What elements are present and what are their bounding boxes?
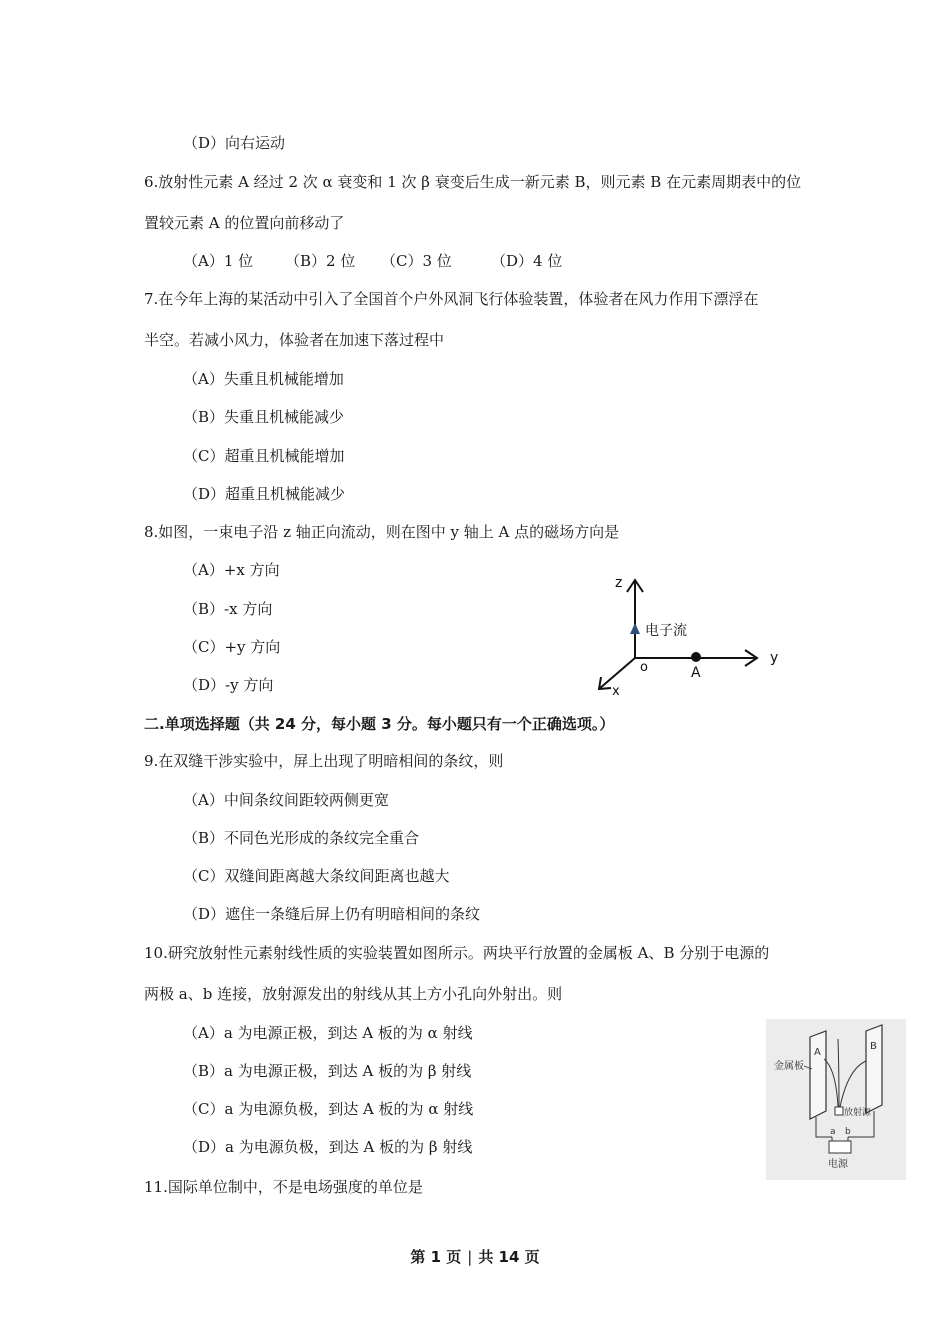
q9-option-c: （C）双缝间距离越大条纹间距离也越大	[183, 867, 450, 885]
q11-stem: 11.国际单位制中，不是电场强度的单位是	[144, 1178, 423, 1196]
plate-b-label: B	[870, 1041, 877, 1052]
q6-stem-line2: 置较元素 A 的位置向前移动了	[144, 214, 345, 232]
q10-option-c: （C）a 为电源负极，到达 A 板的为 α 射线	[183, 1100, 474, 1118]
q6-option-a: （A）1 位	[183, 252, 254, 270]
q9-stem: 9.在双缝干涉实验中，屏上出现了明暗相间的条纹，则	[144, 752, 504, 770]
q7-option-a: （A）失重且机械能增加	[183, 370, 344, 388]
q9-option-d: （D）遮住一条缝后屏上仍有明暗相间的条纹	[183, 905, 481, 923]
footer-separator: |	[467, 1248, 473, 1266]
q5-option-d: （D）向右运动	[183, 134, 286, 152]
q6-option-d: （D）4 位	[491, 252, 563, 270]
electron-flow-arrow-icon	[630, 623, 640, 634]
terminal-a-label: a	[830, 1127, 836, 1137]
q10-stem-line1: 10.研究放射性元素射线性质的实验装置如图所示。两块平行放置的金属板 A、B 分别于电源的	[144, 944, 770, 962]
q10-stem-line2: 两极 a、b 连接，放射源发出的射线从其上方小孔向外射出。则	[144, 985, 563, 1003]
q8-option-c: （C）+y 方向	[183, 638, 281, 656]
q7-option-b: （B）失重且机械能减少	[183, 408, 345, 426]
origin-label: o	[640, 660, 648, 675]
page-footer	[0, 1246, 950, 1267]
power-label: 电源	[828, 1159, 848, 1170]
q6-stem-line1: 6.放射性元素 A 经过 2 次 α 衰变和 1 次 β 衰变后生成一新元素 B，则元素 B 在元素周期表中的位	[144, 173, 802, 191]
q7-option-d: （D）超重且机械能减少	[183, 485, 346, 503]
q7-option-c: （C）超重且机械能增加	[183, 447, 345, 465]
source-label: 放射源	[844, 1108, 872, 1118]
plate-b	[866, 1025, 882, 1113]
metal-plate-label: 金属板	[774, 1061, 804, 1072]
z-axis-label: z	[615, 575, 623, 591]
q6-options	[183, 251, 562, 271]
power-supply	[829, 1141, 851, 1153]
q8-option-a: （A）+x 方向	[183, 561, 280, 579]
q8-stem: 8.如图，一束电子沿 z 轴正向流动，则在图中 y 轴上 A 点的磁场方向是	[144, 523, 620, 541]
q9-option-b: （B）不同色光形成的条纹完全重合	[183, 829, 420, 847]
q8-option-b: （B）-x 方向	[183, 600, 273, 618]
q6-option-c: （C）3 位	[381, 252, 452, 270]
q7-stem-line2: 半空。若减小风力，体验者在加速下落过程中	[144, 331, 445, 349]
ray-trajectory-straight	[838, 1039, 839, 1107]
radioactive-source	[835, 1107, 843, 1115]
y-axis-label: y	[770, 650, 779, 666]
ray-trajectory-right	[840, 1061, 866, 1107]
plate-a-label: A	[814, 1047, 821, 1058]
terminal-b-label: b	[845, 1127, 851, 1137]
plate-a	[810, 1031, 826, 1119]
page-number: 第 1 页	[410, 1248, 462, 1266]
section-2-heading: 二.单项选择题（共 24 分，每小题 3 分。每小题只有一个正确选项。）	[144, 715, 615, 733]
q10-option-a: （A）a 为电源正极，到达 A 板的为 α 射线	[183, 1024, 473, 1042]
q10-option-b: （B）a 为电源正极，到达 A 板的为 β 射线	[183, 1062, 472, 1080]
electron-flow-label: 电子流	[645, 623, 687, 639]
point-a-marker	[691, 652, 701, 662]
page-total: 共 14 页	[478, 1248, 540, 1266]
q8-option-d: （D）-y 方向	[183, 676, 274, 694]
q8-axes-figure	[585, 565, 795, 705]
apparatus-drawing	[766, 1019, 906, 1180]
point-a-label: A	[691, 665, 701, 681]
q7-stem-line1: 7.在今年上海的某活动中引入了全国首个户外风洞飞行体验装置，体验者在风力作用下漂浮在	[144, 290, 759, 308]
q10-apparatus-figure	[766, 1019, 906, 1180]
q6-option-b: （B）2 位	[285, 252, 356, 270]
x-axis-label: x	[612, 684, 620, 699]
q9-option-a: （A）中间条纹间距较两侧更宽	[183, 791, 389, 809]
q10-option-d: （D）a 为电源负极，到达 A 板的为 β 射线	[183, 1138, 473, 1156]
